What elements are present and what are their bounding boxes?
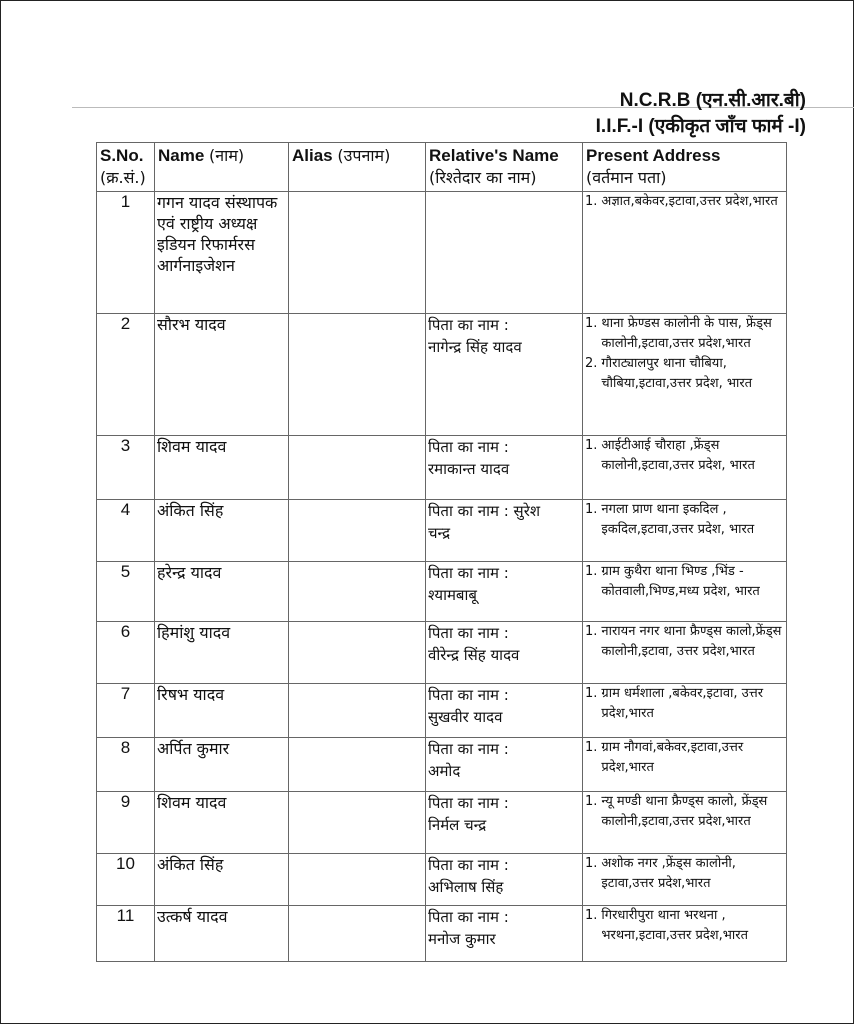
table-row: [97, 436, 787, 500]
cell-relative: [426, 622, 583, 684]
address-text: थाना फ्रेण्डस कालोनी के पास, फ्रेंड्स कालोनी,इटावा,उत्तर प्रदेश,भारत: [601, 316, 772, 351]
address-item: [585, 684, 784, 724]
cell-sno: 6: [97, 622, 155, 684]
cell-name: सौरभ यादव: [155, 314, 289, 436]
relative-line: पिता का नाम :: [428, 686, 509, 704]
header-form-title: I.I.F.-I (एकीकृत जाँच फार्म -I): [595, 116, 806, 137]
address-number: 1.: [585, 502, 598, 517]
cell-relative: [426, 500, 583, 562]
col-header-address: Present Address (वर्तमान पता): [583, 143, 787, 192]
cell-address: [583, 854, 787, 906]
cell-address: [583, 314, 787, 436]
address-number: 1.: [585, 856, 598, 871]
address-number: 1.: [585, 194, 598, 209]
address-number: 1.: [585, 794, 598, 809]
cell-sno: 7: [97, 684, 155, 738]
address-item: [585, 854, 784, 894]
address-item: [585, 436, 784, 476]
address-number: 1.: [585, 686, 598, 701]
cell-name: हिमांशु यादव: [155, 622, 289, 684]
address-text: नगला प्राण थाना इकदिल , इकदिल,इटावा,उत्तर प्रदेश, भारत: [601, 502, 755, 537]
table-header-row: [97, 143, 787, 192]
cell-alias: [289, 622, 426, 684]
cell-relative: [426, 738, 583, 792]
address-text: नारायन नगर थाना फ्रैण्ड्स कालो,फ्रेंड्स कालोनी,इटावा, उत्तर प्रदेश,भारत: [601, 624, 782, 659]
address-number: 1.: [585, 908, 598, 923]
cell-relative: [426, 562, 583, 622]
address-text: गिरधारीपुरा थाना भरथना , भरथना,इटावा,उत्तर प्रदेश,भारत: [601, 908, 748, 943]
cell-address: [583, 500, 787, 562]
cell-sno: 2: [97, 314, 155, 436]
relative-line: पिता का नाम :: [428, 564, 509, 582]
relative-line: अभिलाष सिंह: [428, 878, 504, 896]
table-row: [97, 684, 787, 738]
address-text: ग्राम नौगवां,बकेवर,इटावा,उत्तर प्रदेश,भारत: [601, 740, 744, 775]
relative-line: पिता का नाम :: [428, 856, 509, 874]
table-row: [97, 792, 787, 854]
cell-name: शिवम यादव: [155, 792, 289, 854]
cell-relative: [426, 192, 583, 314]
cell-address: [583, 906, 787, 962]
cell-relative: [426, 684, 583, 738]
cell-sno: 1: [97, 192, 155, 314]
cell-name: हरेन्द्र यादव: [155, 562, 289, 622]
cell-name: अर्पित कुमार: [155, 738, 289, 792]
cell-sno: 9: [97, 792, 155, 854]
relative-line: पिता का नाम :: [428, 624, 509, 642]
col-header-alias: Alias (उपनाम): [289, 143, 426, 192]
address-text: ग्राम धर्मशाला ,बकेवर,इटावा, उत्तर प्रदेश,भारत: [601, 686, 764, 721]
relative-line: अमोद: [428, 762, 461, 780]
cell-relative: [426, 792, 583, 854]
cell-sno: 8: [97, 738, 155, 792]
address-text: न्यू मण्डी थाना फ्रैण्ड्स कालो, फ्रेंड्स कालोनी,इटावा,उत्तर प्रदेश,भारत: [601, 794, 768, 829]
address-text: अज्ञात,बकेवर,इटावा,उत्तर प्रदेश,भारत: [601, 194, 778, 209]
address-item: [585, 314, 784, 354]
table-body: [97, 192, 787, 962]
cell-address: [583, 436, 787, 500]
cell-address: [583, 192, 787, 314]
relative-line: पिता का नाम :: [428, 438, 509, 456]
col-header-sno: S.No. (क्र.सं.): [97, 143, 155, 192]
cell-alias: [289, 684, 426, 738]
relative-line: सुखवीर यादव: [428, 708, 503, 726]
cell-address: [583, 562, 787, 622]
cell-relative: [426, 314, 583, 436]
cell-relative: [426, 906, 583, 962]
cell-name: रिषभ यादव: [155, 684, 289, 738]
address-number: 1.: [585, 564, 598, 579]
col-header-name: Name (नाम): [155, 143, 289, 192]
col-header-relative: Relative's Name (रिश्तेदार का नाम): [426, 143, 583, 192]
relative-line: पिता का नाम :: [428, 908, 509, 926]
relative-line: पिता का नाम :: [428, 740, 509, 758]
cell-name: अंकित सिंह: [155, 500, 289, 562]
cell-sno: 4: [97, 500, 155, 562]
address-number: 1.: [585, 740, 598, 755]
cell-relative: [426, 854, 583, 906]
cell-name: शिवम यादव: [155, 436, 289, 500]
cell-alias: [289, 500, 426, 562]
cell-alias: [289, 906, 426, 962]
address-text: अशोक नगर ,फ्रेंड्स कालोनी, इटावा,उत्तर प्रदेश,भारत: [601, 856, 736, 891]
cell-sno: 11: [97, 906, 155, 962]
cell-address: [583, 738, 787, 792]
address-number: 1.: [585, 624, 598, 639]
relative-line: मनोज कुमार: [428, 930, 496, 948]
address-item: [585, 354, 784, 394]
table-row: [97, 854, 787, 906]
relative-line: पिता का नाम :: [428, 794, 509, 812]
address-item: [585, 792, 784, 832]
accused-table: [96, 142, 787, 962]
cell-alias: [289, 562, 426, 622]
address-text: गौराट्यालपुर थाना चौबिया, चौबिया,इटावा,उत्तर प्रदेश, भारत: [601, 356, 753, 391]
relative-line: चन्द्र: [428, 524, 451, 542]
cell-name: उत्कर्ष यादव: [155, 906, 289, 962]
table-row: [97, 906, 787, 962]
header-ncrb: N.C.R.B (एन.सी.आर.बी): [619, 90, 806, 111]
table-row: [97, 622, 787, 684]
address-number: 1.: [585, 316, 598, 331]
table-row: [97, 500, 787, 562]
cell-relative: [426, 436, 583, 500]
address-item: [585, 562, 784, 602]
address-text: आईटीआई चौराहा ,फ्रेंड्स कालोनी,इटावा,उत्तर प्रदेश, भारत: [601, 438, 755, 473]
cell-alias: [289, 192, 426, 314]
relative-line: रमाकान्त यादव: [428, 460, 510, 478]
address-text: ग्राम कुथैरा थाना भिण्ड ,भिंड - कोतवाली,भिण्ड,मध्य प्रदेश, भारत: [601, 564, 760, 599]
relative-line: निर्मल चन्द्र: [428, 816, 487, 834]
cell-alias: [289, 314, 426, 436]
cell-alias: [289, 436, 426, 500]
table-row: [97, 562, 787, 622]
cell-name: गगन यादव संस्थापक एवं राष्ट्रीय अध्यक्ष इडियन रिफार्मरस आर्गनाइजेशन: [155, 192, 289, 314]
table-row: [97, 738, 787, 792]
table-row: [97, 314, 787, 436]
address-item: [585, 500, 784, 540]
address-item: [585, 738, 784, 778]
cell-sno: 5: [97, 562, 155, 622]
relative-line: पिता का नाम :: [428, 316, 509, 334]
address-item: [585, 622, 784, 662]
cell-address: [583, 622, 787, 684]
cell-alias: [289, 738, 426, 792]
address-number: 1.: [585, 438, 598, 453]
cell-sno: 3: [97, 436, 155, 500]
cell-alias: [289, 854, 426, 906]
cell-address: [583, 684, 787, 738]
cell-alias: [289, 792, 426, 854]
address-item: [585, 906, 784, 946]
relative-line: पिता का नाम : सुरेश: [428, 502, 541, 520]
relative-line: नागेन्द्र सिंह यादव: [428, 338, 522, 356]
cell-name: अंकित सिंह: [155, 854, 289, 906]
cell-sno: 10: [97, 854, 155, 906]
address-item: [585, 192, 784, 212]
address-number: 2.: [585, 356, 598, 371]
cell-address: [583, 792, 787, 854]
relative-line: श्यामबाबू: [428, 586, 477, 604]
table-row: [97, 192, 787, 314]
relative-line: वीरेन्द्र सिंह यादव: [428, 646, 520, 664]
